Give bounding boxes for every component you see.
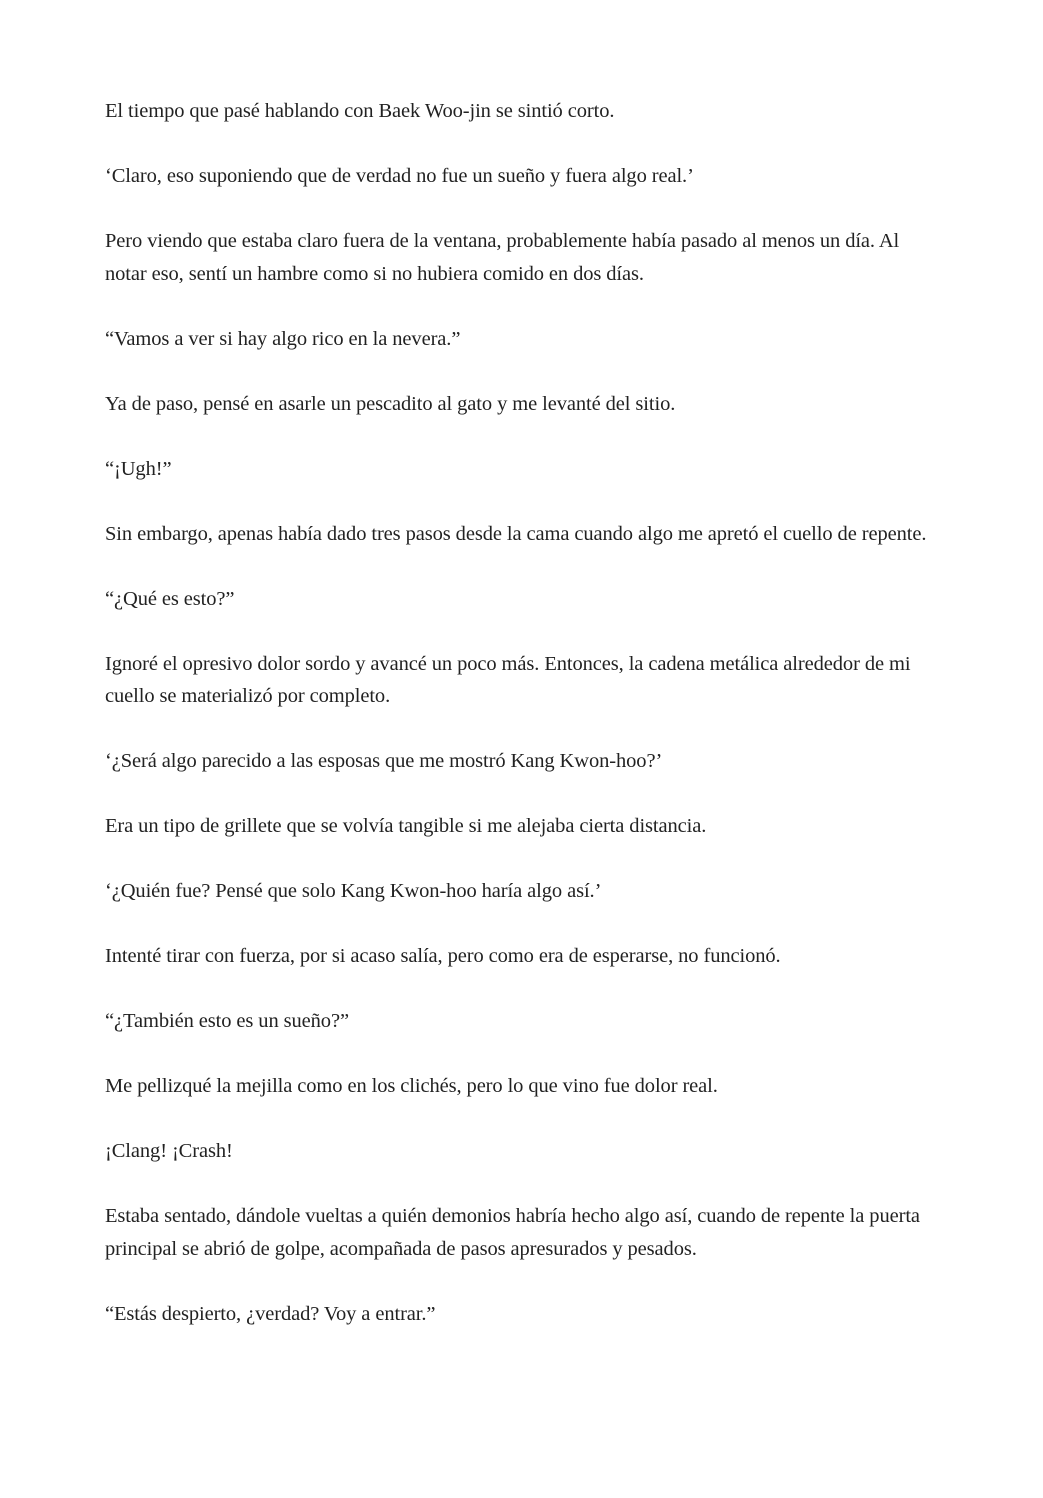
paragraph-18: “Estás despierto, ¿verdad? Voy a entrar.”: [105, 1302, 436, 1325]
paragraph-17: Estaba sentado, dándole vueltas a quién demonios habría hecho algo así, cuando de repente la puerta principal se abrió de golpe, acompañada de pasos apresurados y pesados.: [105, 1205, 920, 1260]
paragraph-4: “Vamos a ver si hay algo rico en la nevera.”: [105, 327, 461, 350]
paragraph-10: ‘¿Será algo parecido a las esposas que me mostró Kang Kwon-hoo?’: [105, 750, 663, 772]
paragraph-7: Sin embargo, apenas había dado tres pasos desde la cama cuando algo me apretó el cuello de repente.: [105, 522, 927, 545]
paragraph-12: ‘¿Quién fue? Pensé que solo Kang Kwon-hoo haría algo así.’: [105, 880, 602, 902]
paragraph-9: Ignoré el opresivo dolor sordo y avancé un poco más. Entonces, la cadena metálica alrededor de mi cuello se materializó por completo.: [105, 652, 911, 707]
paragraph-5: Ya de paso, pensé en asarle un pescadito al gato y me levanté del sitio.: [105, 392, 676, 415]
paragraph-8: “¿Qué es esto?”: [105, 587, 235, 610]
paragraph-1: El tiempo que pasé hablando con Baek Woo-jin se sintió corto.: [105, 100, 615, 122]
paragraph-16: ¡Clang! ¡Crash!: [105, 1140, 233, 1162]
paragraph-13: Intenté tirar con fuerza, por si acaso salía, pero como era de esperarse, no funcionó.: [105, 945, 781, 967]
paragraph-3: Pero viendo que estaba claro fuera de la ventana, probablemente había pasado al menos un día. Al notar eso, sentí un hambre como si no hubiera comido en dos días.: [105, 230, 900, 285]
document-page: [105, 95, 945, 1363]
paragraph-11: Era un tipo de grillete que se volvía tangible si me alejaba cierta distancia.: [105, 815, 707, 837]
paragraph-15: Me pellizqué la mejilla como en los clichés, pero lo que vino fue dolor real.: [105, 1075, 718, 1097]
paragraph-6: “¡Ugh!”: [105, 457, 172, 480]
paragraph-2: ‘Claro, eso suponiendo que de verdad no fue un sueño y fuera algo real.’: [105, 165, 694, 187]
paragraph-14: “¿También esto es un sueño?”: [105, 1010, 349, 1032]
